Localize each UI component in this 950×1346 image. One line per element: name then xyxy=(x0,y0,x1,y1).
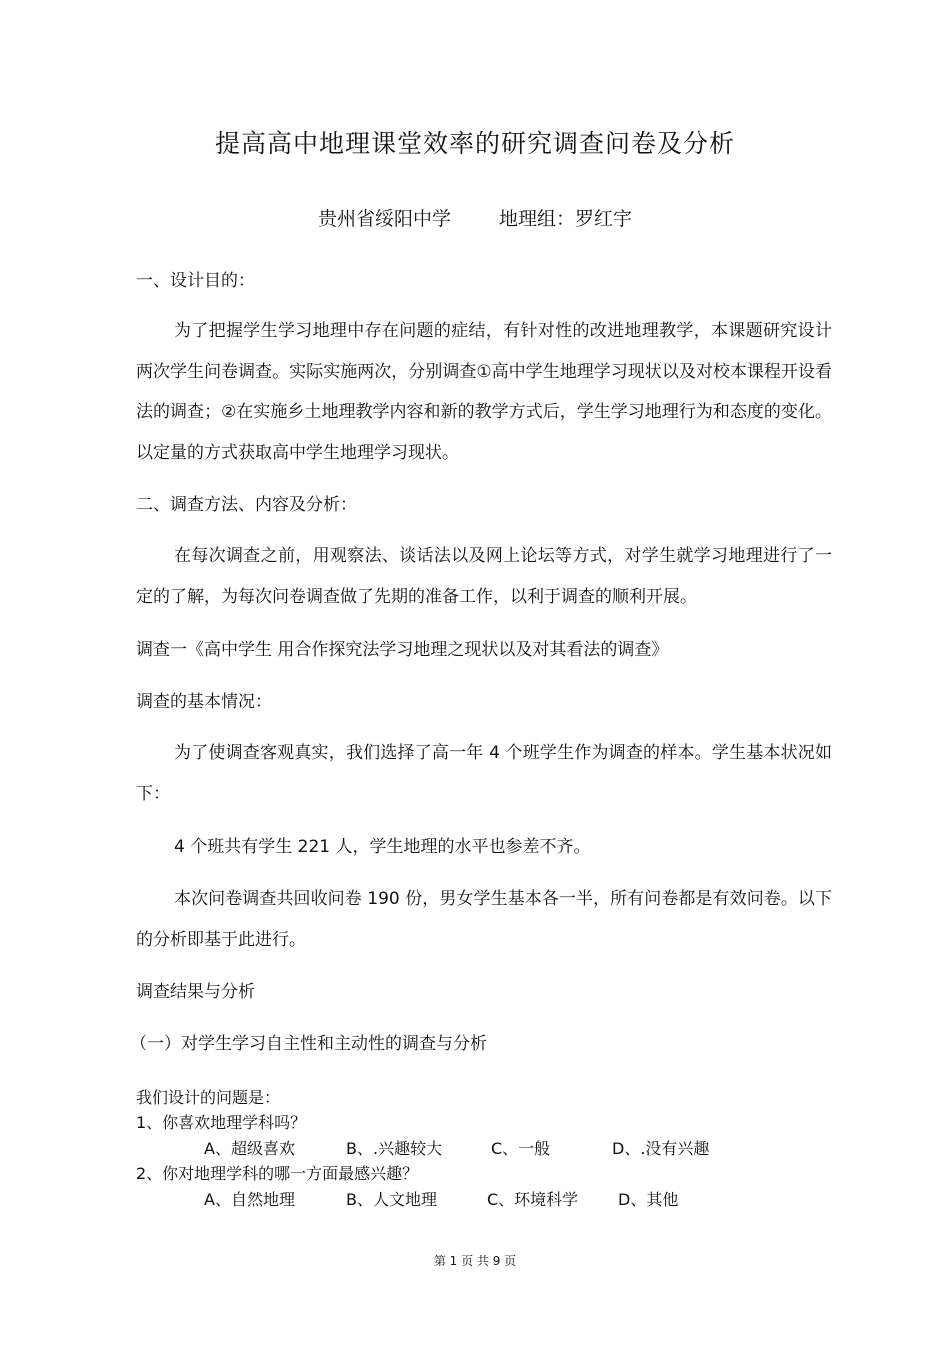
question-1-options xyxy=(204,1139,709,1159)
questions-intro: 我们设计的问题是： xyxy=(136,1088,281,1107)
section-2-paragraph: 在每次调查之前，用观察法、谈话法以及网上论坛等方式，对学生就学习地理进行了一定的了解，为每次问卷调查做了先期的准备工作，以利于调查的顺利开展。 xyxy=(136,546,832,607)
question-1-option-b: B、.兴趣较大 xyxy=(346,1139,443,1158)
question-2-option-a: A、自然地理 xyxy=(204,1190,295,1209)
question-2-option-c: C、环境科学 xyxy=(487,1190,579,1209)
document-title: 提高高中地理课堂效率的研究调查问卷及分析 xyxy=(214,129,735,158)
section-1-heading: 一、设计目的： xyxy=(136,271,255,291)
question-2-options xyxy=(204,1190,678,1210)
subsection-1-heading: （一）对学生学习自主性和主动性的调查与分析 xyxy=(130,1034,487,1054)
students-paragraph: 4 个班共有学生 221 人，学生地理的水平也参差不齐。 xyxy=(174,837,591,857)
page-footer: 第 1 页 共 9 页 xyxy=(433,1254,517,1268)
basic-info-paragraph: 为了使调查客观真实，我们选择了高一年 4 个班学生作为调查的样本。学生基本状况如下： xyxy=(136,743,832,804)
results-heading: 调查结果与分析 xyxy=(136,982,255,1002)
question-2-option-d: D、其他 xyxy=(618,1190,679,1209)
question-1-option-c: C、一般 xyxy=(491,1139,551,1158)
recovery-paragraph: 本次问卷调查共回收问卷 190 份，男女学生基本各一半，所有问卷都是有效问卷。以下的分析即基于此进行。 xyxy=(136,889,832,950)
author-line xyxy=(0,204,950,231)
author-group: 地理组：罗红宇 xyxy=(499,208,633,230)
question-1-text: 1、你喜欢地理学科吗？ xyxy=(136,1113,307,1132)
question-2-text: 2、你对地理学科的哪一方面最感兴趣？ xyxy=(136,1164,419,1183)
question-2-option-b: B、人文地理 xyxy=(346,1190,437,1209)
author-school: 贵州省绥阳中学 xyxy=(317,208,451,230)
survey-1-title: 调查一《高中学生 用合作探究法学习地理之现状以及对其看法的调查》 xyxy=(136,640,669,660)
basic-info-heading: 调查的基本情况： xyxy=(136,692,272,712)
question-1-option-d: D、.没有兴趣 xyxy=(612,1139,710,1158)
question-1-option-a: A、超级喜欢 xyxy=(204,1139,295,1158)
section-1-paragraph: 为了把握学生学习地理中存在问题的症结，有针对性的改进地理教学，本课题研究设计两次学生问卷调查。实际实施两次，分别调查①高中学生地理学习现状以及对校本课程开设看法的调查；②在实施乡土地理教学内容和新的教学方式后，学生学习地理行为和态度的变化。以定量的方式获取高中学生地理学习现状。 xyxy=(136,321,832,463)
section-2-heading: 二、调查方法、内容及分析： xyxy=(136,495,357,515)
